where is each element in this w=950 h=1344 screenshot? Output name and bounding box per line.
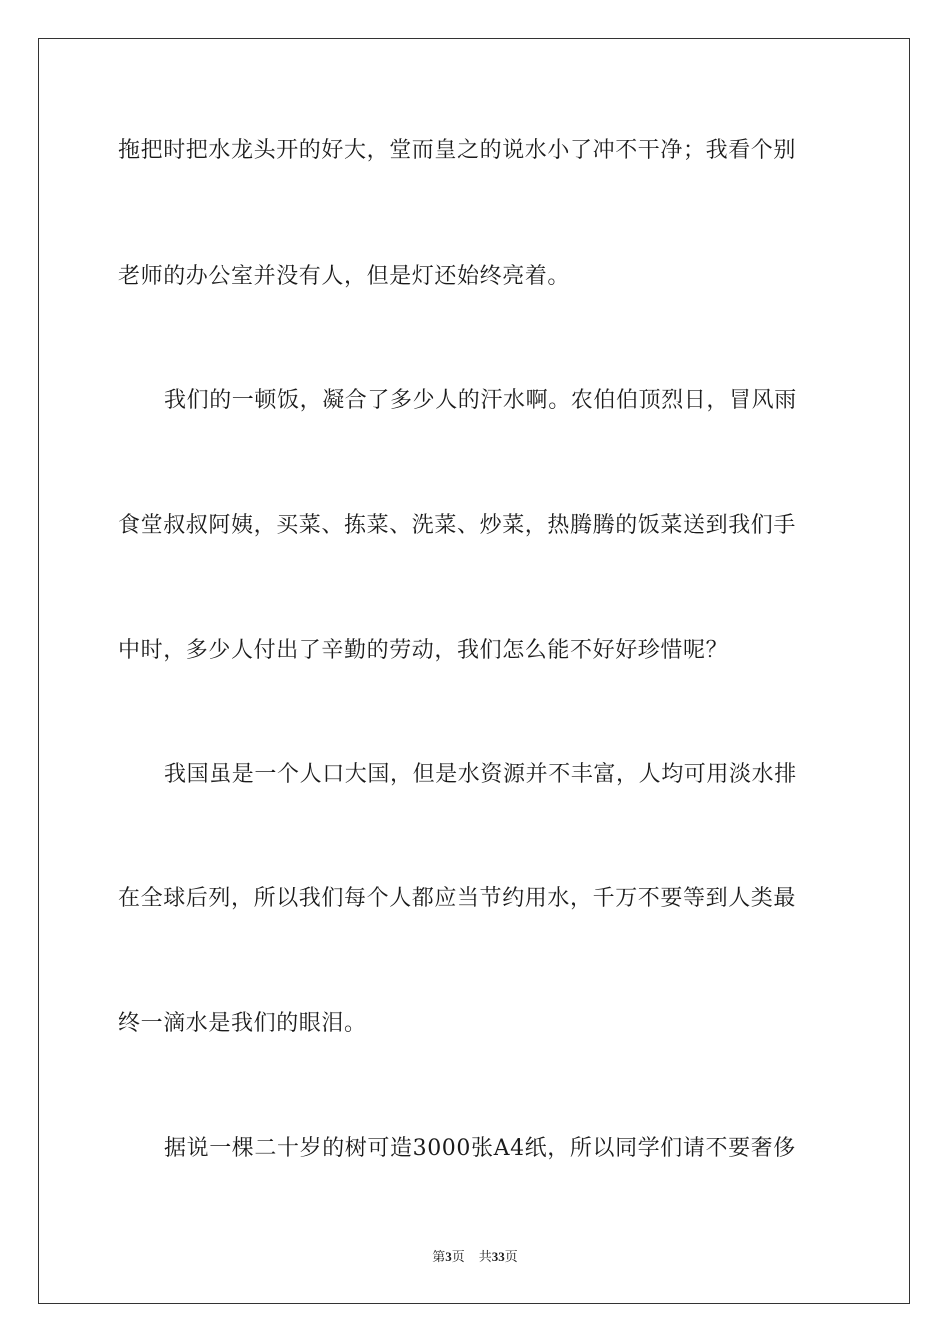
text-line-5: 中时，多少人付出了辛勤的劳动，我们怎么能不好好珍惜呢？ <box>118 638 729 663</box>
text-line-1: 拖把时把水龙头开的好大，堂而皇之的说水小了冲不干净；我看个别 <box>118 138 797 163</box>
page-suffix: 页 <box>451 1249 465 1264</box>
text-line-7: 在全球后列，所以我们每个人都应当节约用水，千万不要等到人类最 <box>118 886 797 911</box>
text-line-4: 食堂叔叔阿姨，买菜、拣菜、洗菜、炒菜，热腾腾的饭菜送到我们手 <box>118 513 797 538</box>
page-border <box>38 38 910 1304</box>
page-footer <box>0 1249 950 1265</box>
text-line-6: 我国虽是一个人口大国，但是水资源并不丰富，人均可用淡水排 <box>164 762 797 787</box>
text-line-2: 老师的办公室并没有人，但是灯还始终亮着。 <box>118 264 571 289</box>
total-prefix: 共 <box>478 1249 492 1264</box>
current-page-number: 3 <box>445 1249 452 1264</box>
text-line-8: 终一滴水是我们的眼泪。 <box>118 1011 367 1036</box>
total-page-count: 33 <box>491 1249 505 1264</box>
total-suffix: 页 <box>504 1249 518 1264</box>
page-prefix: 第 <box>432 1249 446 1264</box>
text-line-9: 据说一棵二十岁的树可造3000张A4纸，所以同学们请不要奢侈 <box>164 1136 796 1161</box>
text-line-3: 我们的一顿饭，凝合了多少人的汗水啊。农伯伯顶烈日，冒风雨 <box>164 388 797 413</box>
